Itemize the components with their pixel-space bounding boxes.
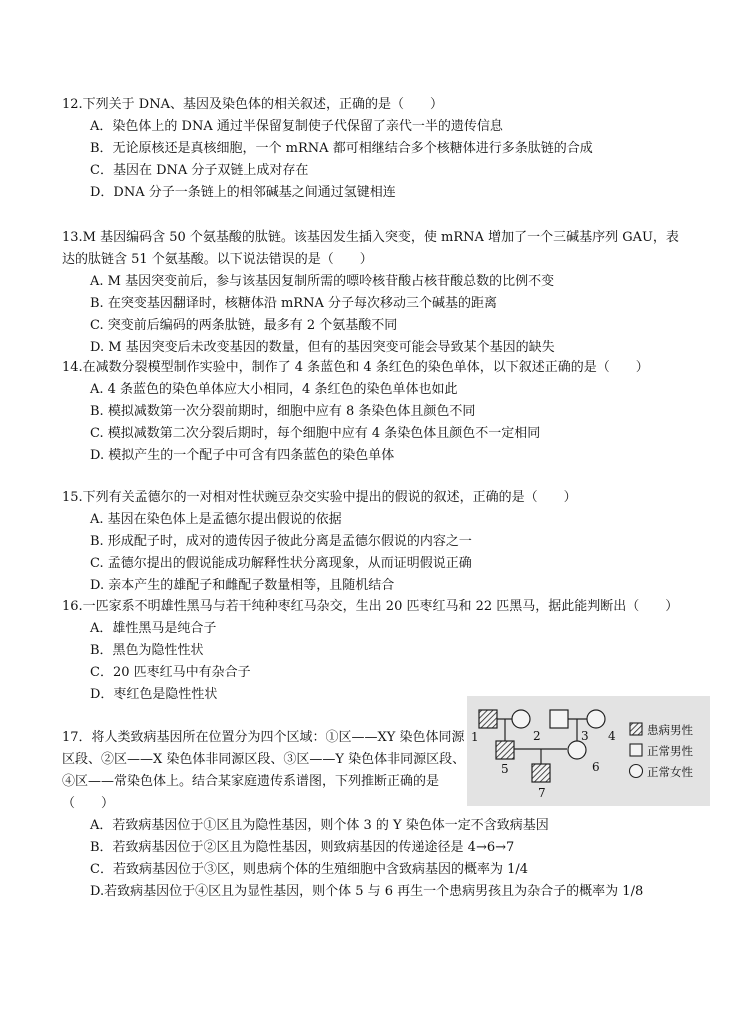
pedigree-chart bbox=[467, 696, 710, 806]
option-d: D. 亲本产生的雄配子和雌配子数量相等，且随机结合 bbox=[90, 578, 395, 593]
option-a: A. M 基因突变前后，参与该基因复制所需的嘌呤核苷酸占核苷酸总数的比例不变 bbox=[90, 274, 555, 289]
question-15 bbox=[62, 487, 682, 597]
legend-normal-male-icon bbox=[630, 744, 642, 756]
question-12 bbox=[62, 94, 682, 204]
option-a: A. 基因在染色体上是孟德尔提出假说的依据 bbox=[90, 512, 342, 527]
option-a: A．雄性黑马是纯合子 bbox=[90, 621, 217, 636]
question-stem: 14.在减数分裂模型制作实验中，制作了 4 条蓝色和 4 条红色的染色单体，以下叙述正确的是（ ） bbox=[62, 360, 649, 375]
pedigree-label-2: 2 bbox=[533, 729, 541, 743]
question-16 bbox=[62, 596, 682, 706]
legend-affected-male-label: 患病男性 bbox=[647, 723, 693, 737]
pedigree-individual-5 bbox=[496, 741, 514, 759]
legend-affected-male-icon bbox=[630, 723, 642, 735]
option-c: C. 孟德尔提出的假说能成功解释性状分离现象，从而证明假说正确 bbox=[90, 556, 472, 571]
pedigree-individual-7 bbox=[532, 764, 550, 782]
option-b: B. 在突变基因翻译时，核糖体沿 mRNA 分子每次移动三个碱基的距离 bbox=[90, 296, 497, 311]
option-c: C．若致病基因位于③区，则患病个体的生殖细胞中含致病基因的概率为 1/4 bbox=[90, 862, 529, 877]
option-a: A. 4 条蓝色的染色单体应大小相同，4 条红色的染色单体也如此 bbox=[90, 382, 458, 397]
pedigree-individual-2 bbox=[512, 710, 530, 728]
option-d: D. M 基因突变后未改变基因的数量，但有的基因突变可能会导致某个基因的缺失 bbox=[90, 340, 555, 355]
question-stem: 13.M 基因编码含 50 个氨基酸的肽链。该基因发生插入突变，使 mRNA 增加了一个三碱基序列 GAU，表达的肽链含 51 个氨基酸。以下说法错误的是（ ） bbox=[62, 230, 679, 267]
option-b: B. 形成配子时，成对的遗传因子彼此分离是孟德尔假说的内容之一 bbox=[90, 534, 472, 549]
question-14 bbox=[62, 357, 682, 467]
option-c: C. 突变前后编码的两条肽链，最多有 2 个氨基酸不同 bbox=[90, 318, 398, 333]
pedigree-label-1: 1 bbox=[471, 730, 479, 744]
legend-normal-female-icon bbox=[630, 765, 643, 778]
question-stem: 12.下列关于 DNA、基因及染色体的相关叙述，正确的是（ ） bbox=[62, 97, 443, 112]
option-c: C. 模拟减数第二次分裂后期时，每个细胞中应有 4 条染色体且颜色不一定相同 bbox=[90, 426, 541, 441]
option-c: C．基因在 DNA 分子双链上成对存在 bbox=[90, 163, 309, 178]
pedigree-individual-4 bbox=[587, 710, 605, 728]
option-b: B. 模拟减数第一次分裂前期时，细胞中应有 8 条染色体且颜色不同 bbox=[90, 404, 476, 419]
pedigree-label-5: 5 bbox=[501, 762, 509, 776]
pedigree-label-7: 7 bbox=[538, 786, 546, 800]
pedigree-individual-6 bbox=[568, 741, 586, 759]
option-d: D．枣红色是隐性性状 bbox=[90, 687, 218, 702]
pedigree-label-4: 4 bbox=[608, 729, 616, 743]
pedigree-label-6: 6 bbox=[592, 760, 600, 774]
legend-normal-male-label: 正常男性 bbox=[647, 744, 693, 758]
option-d: D．DNA 分子一条链上的相邻碱基之间通过氢键相连 bbox=[90, 185, 396, 200]
pedigree-individual-1 bbox=[479, 710, 497, 728]
question-stem: 15.下列有关孟德尔的一对相对性状豌豆杂交实验中提出的假说的叙述，正确的是（ ） bbox=[62, 490, 577, 505]
option-b: B．黑色为隐性性状 bbox=[90, 643, 204, 658]
option-d: D.若致病基因位于④区且为显性基因，则个体 5 与 6 再生一个患病男孩且为杂合子的概率为 1/8 bbox=[90, 884, 644, 899]
pedigree-legend bbox=[630, 723, 694, 779]
option-a: A．染色体上的 DNA 通过半保留复制使子代保留了亲代一半的遗传信息 bbox=[90, 119, 503, 134]
legend-normal-female-label: 正常女性 bbox=[647, 765, 693, 779]
option-b: B．若致病基因位于②区且为隐性基因，则致病基因的传递途径是 4→6→7 bbox=[90, 840, 515, 855]
option-c: C．20 匹枣红马中有杂合子 bbox=[90, 665, 251, 680]
pedigree-individual-3 bbox=[550, 710, 568, 728]
option-a: A．若致病基因位于①区且为隐性基因，则个体 3 的 Y 染色体一定不含致病基因 bbox=[90, 818, 549, 833]
question-stem: 17．将人类致病基因所在位置分为四个区域：①区——XY 染色体同源区段、②区——X 染色体非同源区段、③区——Y 染色体非同源区段、④区——常染色体上。结合某家庭遗传系谱图，下列推断正确的是（ ） bbox=[62, 730, 466, 811]
question-13 bbox=[62, 227, 682, 359]
option-d: D. 模拟产生的一个配子中可含有四条蓝色的染色单体 bbox=[90, 448, 395, 463]
pedigree-label-3: 3 bbox=[581, 729, 589, 743]
option-b: B．无论原核还是真核细胞，一个 mRNA 都可相继结合多个核糖体进行多条肽链的合成 bbox=[90, 141, 593, 156]
question-stem: 16.一匹家系不明雄性黑马与若干纯种枣红马杂交，生出 20 匹枣红马和 22 匹黑马，据此能判断出（ ） bbox=[62, 599, 679, 614]
